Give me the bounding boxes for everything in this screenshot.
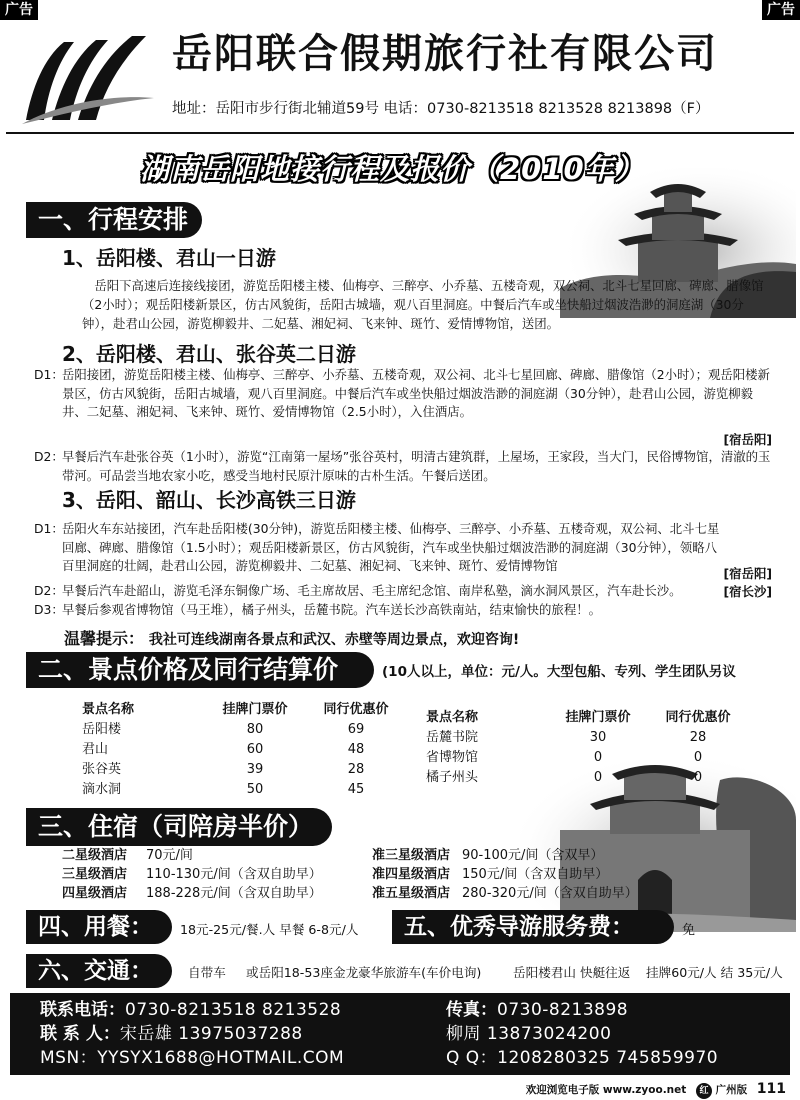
price-table-right: [426, 708, 744, 788]
contact-msn: [40, 1047, 344, 1069]
section-prices: 二、景点价格及同行结算价: [26, 652, 374, 688]
table-cell: 28: [347, 762, 365, 777]
header: [0, 0, 800, 132]
section-itinerary: 一、行程安排: [26, 202, 202, 238]
company-name: 岳阳联合假期旅行社有限公司: [172, 31, 718, 77]
table-cell: 0: [693, 770, 703, 785]
price-note: (10人以上，单位：元/人。大型包船、专列、学生团队另议: [382, 664, 736, 680]
transport-speedboat: 岳阳楼君山 快艇往返: [513, 965, 631, 980]
hotel-level: 准三星级酒店: [372, 848, 451, 863]
table-cell: 0: [693, 750, 703, 765]
day-text: 岳阳火车东站接团，汽车赴岳阳楼(30分钟)，游览岳阳楼主楼、仙梅亭、三醉亭、小乔墓、五楼奇观，双公祠、北斗七星回廊、碑廊、腊像馆（1.5小时）；观岳阳楼新景区，仿古风貌街，汽车或坐快船过烟波浩渺的洞庭湖（30分钟），领略八百里洞庭的壮阔，赴君山公园，游览柳毅井、二妃墓、湘妃祠、飞来钟、斑竹、爱情博物馆: [62, 521, 720, 573]
contact-fax-value: 0730-8213898: [497, 1000, 629, 1020]
guide-fee-value: 免: [682, 923, 696, 938]
section-accommodation: 三、住宿（司陪房半价）: [26, 808, 332, 846]
day-label: D3：: [34, 602, 64, 617]
tour-2-day-1-stay: [宿岳阳]: [723, 432, 772, 447]
ad-label-right: 广告: [762, 0, 800, 20]
company-logo-icon: [18, 28, 158, 128]
tour-3-title: 3、岳阳、韶山、长沙高铁三日游: [62, 488, 356, 512]
tour-2-title: 2、岳阳楼、君山、张谷英二日游: [62, 342, 356, 366]
table-cell: 80: [246, 722, 264, 737]
contact-phone-label: 联系电话：: [40, 1000, 125, 1020]
table-cell: 28: [689, 730, 707, 745]
hotel-level: 四星级酒店: [62, 886, 128, 901]
table-header: [426, 708, 744, 728]
table-header: [82, 700, 402, 720]
contact-fax-label: 传真：: [446, 1000, 497, 1020]
hotel-level: 二星级酒店: [62, 848, 128, 863]
day-text: 岳阳接团，游览岳阳楼主楼、仙梅亭、三醉亭、小乔墓、五楼奇观，双公祠、北斗七星回廊、碑廊、腊像馆（2小时）；观岳阳楼新景区，仿古风貌街，岳阳古城墙，观八百里洞庭。中餐后汽车或坐快船过烟波浩渺的洞庭湖（30分钟），赴君山公园，游览柳毅井、二妃墓、湘妃祠、飞来钟、斑竹、爱情博物馆（2.5小时），入住酒店。: [62, 367, 770, 419]
tour-3-day-1-stay: [宿岳阳]: [723, 566, 772, 581]
contact-msn-label: MSN：: [40, 1048, 98, 1068]
table-cell: 48: [347, 742, 365, 757]
table-cell: 39: [246, 762, 264, 777]
contact-person: [40, 1023, 303, 1045]
table-cell: 张谷英: [82, 762, 122, 777]
footer-site: 欢迎浏览电子版 www.zyoo.net: [525, 1084, 687, 1096]
company-address: 地址：岳阳市步行街北辅道59号 电话：0730-8213518 8213528 8213898（F）: [172, 101, 710, 117]
table-cell: 30: [589, 730, 607, 745]
contact-qq-value: 1208280325 745859970: [497, 1048, 719, 1068]
header-cell: 挂牌门票价: [222, 702, 288, 717]
meal-price: 18元-25元/餐.人 早餐 6-8元/人: [180, 922, 359, 937]
contact-person-value: 宋岳雄 13975037288: [119, 1024, 303, 1044]
header-cell: 同行优惠价: [665, 710, 731, 725]
table-row: [426, 768, 744, 788]
transport-own-car: 自带车: [188, 965, 226, 980]
table-row: [82, 740, 402, 760]
day-text: 早餐后汽车赴张谷英（1小时），游览“江南第一屋场”张谷英村，明清古建筑群，上屋场，王家段，当大门，民俗博物馆，清澈的玉带河。可品尝当地农家小吃，感受当地村民原汁原味的古朴生活。午餐后送团。: [62, 449, 771, 483]
day-text: 早餐后汽车赴韶山，游览毛泽东铜像广场、毛主席故居、毛主席纪念馆、南岸私塾，滴水洞风景区，汽车赴长沙。: [62, 583, 682, 598]
contact-phone: [40, 999, 341, 1021]
hotel-list-left: [62, 846, 322, 903]
ad-label-left: 广告: [0, 0, 38, 20]
hotel-list-right: [372, 846, 638, 903]
header-cell: 同行优惠价: [323, 702, 389, 717]
tour-1-text: 岳阳下高速后连接线接团，游览岳阳楼主楼、仙梅亭、三醉亭、小乔墓、五楼奇观，双公祠、北斗七星回廊、碑廊、腊像馆（2小时）；观岳阳楼新景区，仿古风貌街，岳阳古城墙，观八百里洞庭。中餐后汽车或坐快船过烟波浩渺的洞庭湖（30分钟），赴君山公园，游览柳毅井、二妃墓、湘妃祠、飞来钟、斑竹、爱情博物馆，送团。: [82, 278, 764, 331]
tour-3-day-3: [34, 601, 774, 620]
table-row: [82, 720, 402, 740]
tour-2-day-1: [34, 366, 774, 422]
main-title: 湖南岳阳地接行程及报价（2010年）: [140, 152, 645, 186]
contact-msn-value: YYSYX1688@HOTMAIL.COM: [97, 1048, 345, 1068]
hotel-level: 准四星级酒店: [372, 867, 451, 882]
table-cell: 69: [347, 722, 365, 737]
day-label: D1：: [34, 367, 64, 382]
hotel-price: 90-100元/间（含双早）: [462, 848, 604, 863]
header-cell: 景点名称: [82, 702, 135, 717]
tour-3-day-2: [34, 582, 774, 601]
tour-2-day-2: [34, 448, 774, 485]
table-cell: 45: [347, 782, 365, 797]
contact-person-label: 联 系 人：: [40, 1024, 120, 1044]
day-label: D2：: [34, 449, 64, 464]
section-transport: 六、交通：: [26, 954, 172, 988]
section-meals: 四、用餐：: [26, 910, 172, 944]
contact-bar: [10, 993, 790, 1075]
table-cell: 岳麓书院: [426, 730, 479, 745]
list-item: [372, 884, 638, 903]
list-item: [62, 884, 322, 903]
table-cell: 省博物馆: [426, 750, 479, 765]
contact-phone-value: 0730-8213518 8213528: [125, 1000, 342, 1020]
table-row: [426, 728, 744, 748]
hotel-price: 188-228元/间（含双自助早）: [146, 886, 322, 901]
contact-qq: [446, 1047, 718, 1069]
transport-speedboat-price: 挂牌60元/人 结 35元/人: [646, 965, 783, 980]
publisher-mark-icon: 红: [696, 1083, 712, 1099]
day-label: D1：: [34, 521, 64, 536]
hotel-price: 110-130元/间（含双自助早）: [146, 867, 322, 882]
table-row: [82, 760, 402, 780]
tip: [64, 626, 519, 649]
hotel-price: 150元/间（含双自助早）: [462, 867, 609, 882]
tour-3-day-1: [34, 520, 774, 576]
table-cell: 滴水洞: [82, 782, 122, 797]
contact-fax: [446, 999, 628, 1021]
footer: [526, 1080, 786, 1099]
tip-label: 温馨提示：: [64, 629, 145, 648]
list-item: [62, 865, 322, 884]
table-cell: 橘子州头: [426, 770, 479, 785]
transport-coach: 或岳阳18-53座金龙豪华旅游车(车价电询): [246, 965, 482, 980]
table-cell: 50: [246, 782, 264, 797]
contact-person-2-value: 柳周 13873024200: [446, 1024, 612, 1044]
hotel-price: 280-320元/间（含双自助早）: [462, 886, 638, 901]
price-table-left: [82, 700, 402, 800]
hotel-level: 三星级酒店: [62, 867, 128, 882]
hotel-level: 准五星级酒店: [372, 886, 451, 901]
header-cell: 挂牌门票价: [565, 710, 631, 725]
header-cell: 景点名称: [426, 710, 479, 725]
table-cell: 0: [593, 750, 603, 765]
table-cell: 君山: [82, 742, 109, 757]
table-cell: 60: [246, 742, 264, 757]
page-number: 111: [756, 1081, 786, 1097]
list-item: [372, 865, 638, 884]
table-cell: 0: [593, 770, 603, 785]
tour-3-day-2-stay: [宿长沙]: [723, 584, 772, 599]
contact-person-2: [446, 1023, 611, 1045]
footer-edition: 广州版: [715, 1084, 748, 1096]
list-item: [62, 846, 322, 865]
table-cell: 岳阳楼: [82, 722, 122, 737]
tour-1-title: 1、岳阳楼、君山一日游: [62, 246, 276, 270]
table-row: [426, 748, 744, 768]
day-label: D2：: [34, 583, 64, 598]
list-item: [372, 846, 638, 865]
header-divider: [6, 132, 794, 134]
tip-text: 我社可连线湖南各景点和武汉、赤壁等周边景点，欢迎咨询!: [148, 632, 520, 648]
day-text: 早餐后参观省博物馆（马王堆），橘子州头，岳麓书院。汽车送长沙高铁南站，结束愉快的旅程！。: [62, 602, 601, 617]
table-row: [82, 780, 402, 800]
contact-qq-label: Q Q：: [446, 1048, 498, 1068]
section-guide-fee: 五、优秀导游服务费：: [392, 910, 674, 944]
hotel-price: 70元/间: [146, 848, 193, 863]
